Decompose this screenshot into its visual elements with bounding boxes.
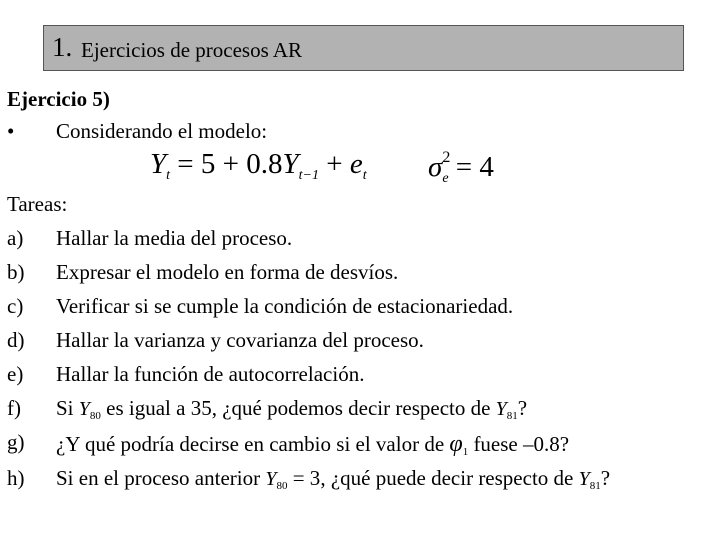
task-text-mid: , ¿qué puede decir respecto de: [320, 466, 579, 490]
math-var: Y: [265, 468, 277, 490]
title-number: 1.: [52, 32, 73, 62]
slide-title: Ejercicios de procesos AR: [81, 38, 303, 62]
math-var-y81: [579, 468, 601, 490]
task-label: h): [7, 466, 25, 490]
eq-lag-sub: t−1: [298, 168, 319, 183]
math-var-sub: 81: [589, 480, 601, 492]
bullet-text: Considerando el modelo:: [56, 119, 268, 143]
task-label: c): [7, 294, 24, 318]
task-text: [56, 468, 610, 492]
task-text-pre: Si: [56, 396, 79, 420]
task-label: a): [7, 226, 24, 250]
eq-err: e: [349, 148, 363, 180]
task-label: d): [7, 328, 25, 352]
task-text-pre: Si en el proceso anterior: [56, 466, 266, 490]
task-text-post: ?: [600, 466, 611, 490]
task-label: e): [7, 362, 24, 386]
math-var-y81: [496, 398, 518, 420]
task-text: Hallar la media del proceso.: [56, 226, 293, 250]
bullet-marker: •: [7, 119, 15, 143]
task-text: [56, 398, 527, 422]
task-text: Expresar el modelo en forma de desvíos.: [56, 260, 399, 284]
math-var-y80: [265, 468, 287, 490]
task-text-post: fuese –0.8?: [468, 432, 570, 456]
task-label: f): [7, 396, 21, 420]
math-var-sub: 81: [506, 410, 518, 422]
math-var: Y: [495, 398, 507, 420]
math-var-sub: 1: [462, 446, 469, 458]
eq-rhs1: = 5 + 0.8: [170, 148, 283, 180]
model-equation: [150, 148, 494, 186]
task-label: b): [7, 260, 25, 284]
math-var: Y: [78, 398, 90, 420]
eq-sigma-rhs: = 4: [448, 151, 494, 183]
math-var-sub: 80: [276, 480, 288, 492]
math-var: Y: [578, 468, 590, 490]
math-var-sub: 80: [89, 410, 101, 422]
eq-sigma-sup: 2: [442, 149, 451, 166]
task-label: g): [7, 430, 25, 454]
eq-lhs: Y: [150, 148, 167, 180]
math-var: φ: [449, 431, 463, 457]
eq-err-sub: t: [362, 168, 367, 183]
eq-sigma: σ: [428, 151, 443, 183]
tasks-heading: Tareas:: [7, 192, 68, 216]
variance-equation: [428, 150, 494, 186]
task-text-post: ?: [517, 396, 528, 420]
exercise-heading: Ejercicio 5): [7, 87, 110, 111]
task-text: Verificar si se cumple la condición de estacionariedad.: [56, 294, 514, 318]
task-text: [56, 432, 569, 458]
eq-plus: +: [318, 148, 350, 180]
task-text-eq: = 3: [287, 466, 321, 490]
slide-title-bar: [43, 25, 684, 71]
eq-lag-var: Y: [282, 148, 299, 180]
eq-lhs-sub: t: [166, 168, 171, 183]
task-text: Hallar la varianza y covarianza del proceso.: [56, 328, 424, 352]
math-var-y80: [79, 398, 101, 420]
task-text-pre: ¿Y qué podría decirse en cambio si el valor de: [56, 432, 450, 456]
task-text: Hallar la función de autocorrelación.: [56, 362, 365, 386]
math-var-phi1: [449, 431, 468, 457]
eq-sigma-sub: e: [442, 171, 449, 186]
task-text-mid: es igual a 35, ¿qué podemos decir respecto de: [100, 396, 496, 420]
